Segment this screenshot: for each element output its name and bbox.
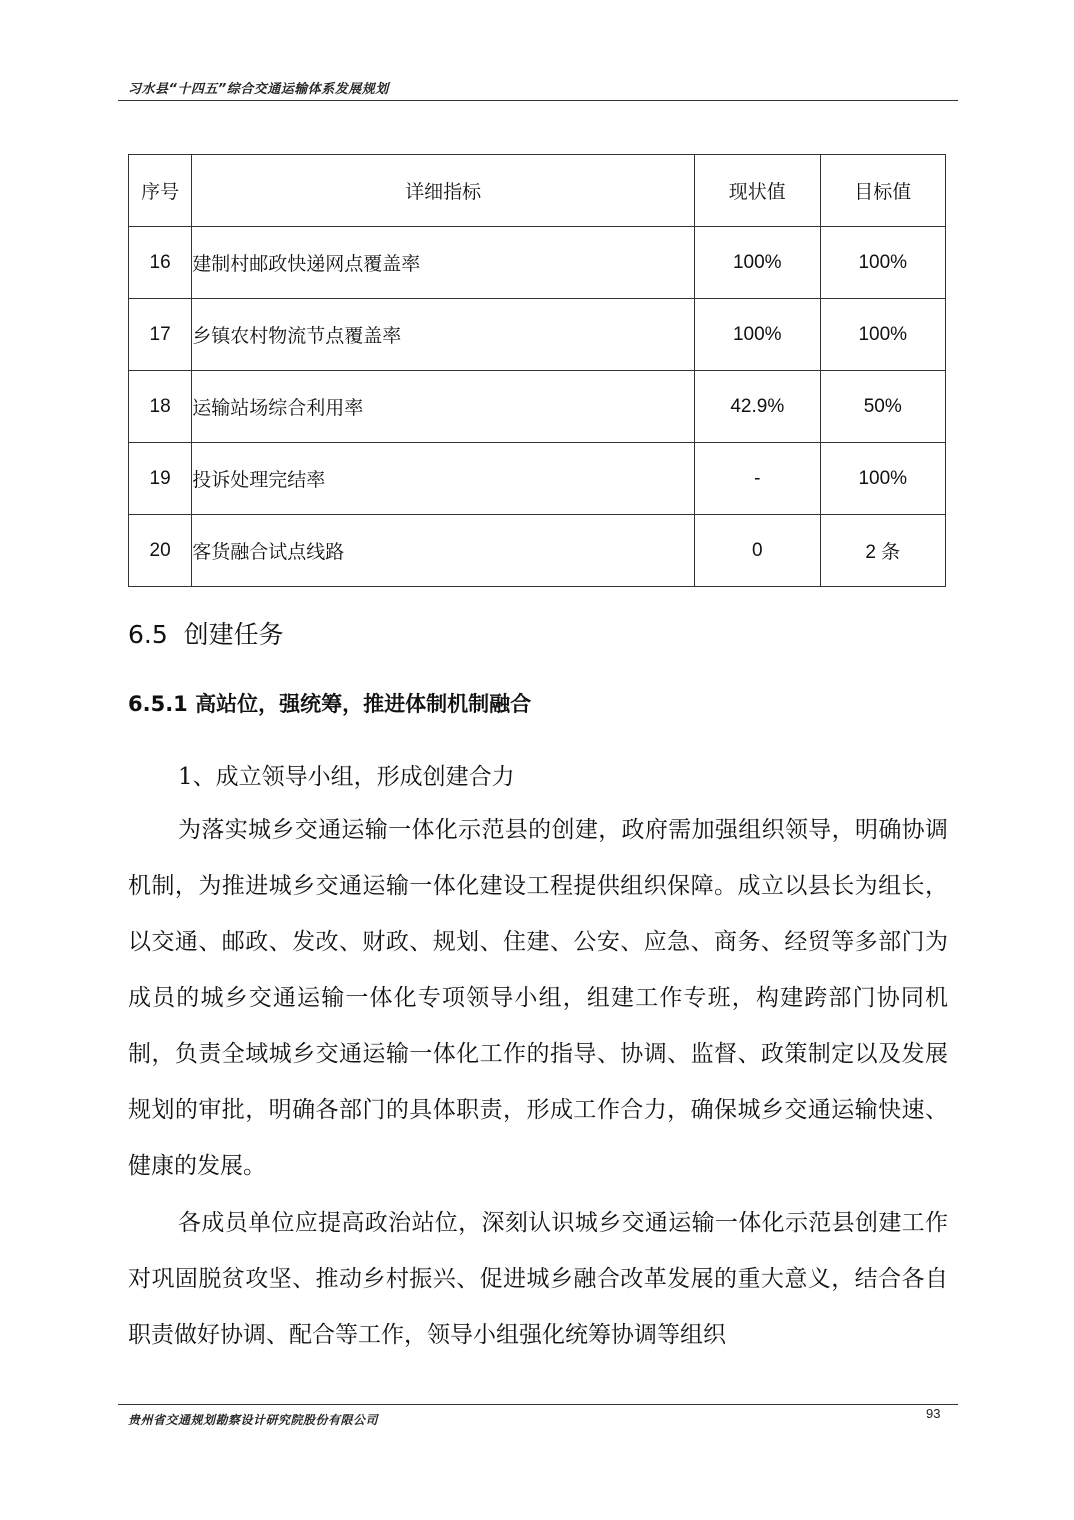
row-target-value: 100% [820,227,945,299]
row-current-value: 100% [695,227,820,299]
column-header-detail: 详细指标 [192,155,695,227]
row-current-value: 0 [695,515,820,587]
row-current-value: 100% [695,299,820,371]
row-number: 18 [129,371,192,443]
running-header: 习水县“十四五”综合交通运输体系发展规划 [128,82,389,97]
indicator-table [128,154,946,587]
footer-company: 贵州省交通规划勘察设计研究院股份有限公司 [128,1413,379,1427]
row-target-value: 2 条 [820,515,945,587]
row-detail: 投诉处理完结率 [192,443,695,515]
subsection-title: 6.5.1 高站位，强统筹，推进体制机制融合 [128,692,532,716]
row-detail: 建制村邮政快递网点覆盖率 [192,227,695,299]
row-current-value: - [695,443,820,515]
row-number: 20 [129,515,192,587]
column-header-no: 序号 [129,155,192,227]
table-row [129,371,946,443]
table-header-row [129,155,946,227]
column-header-target: 目标值 [820,155,945,227]
body-paragraph: 各成员单位应提高政治站位，深刻认识城乡交通运输一体化示范县创建工作对巩固脱贫攻坚、推动乡村振兴、促进城乡融合改革发展的重大意义，结合各自职责做好协调、配合等工作，领导小组强化统筹协调等组织 [128,1210,948,1348]
row-target-value: 50% [820,371,945,443]
row-number: 19 [129,443,192,515]
column-header-current: 现状值 [695,155,820,227]
header-rule [118,100,958,101]
row-target-value: 100% [820,299,945,371]
row-detail: 运输站场综合利用率 [192,371,695,443]
body-paragraph: 为落实城乡交通运输一体化示范县的创建，政府需加强组织领导，明确协调机制，为推进城乡交通运输一体化建设工程提供组织保障。成立以县长为组长，以交通、邮政、发改、财政、规划、住建、公安、应急、商务、经贸等多部门为成员的城乡交通运输一体化专项领导小组，组建工作专班，构建跨部门协同机制，负责全域城乡交通运输一体化工作的指导、协调、监督、政策制定以及发展规划的审批，明确各部门的具体职责，形成工作合力，确保城乡交通运输快速、健康的发展。 [128,817,948,1179]
footer-rule [118,1404,958,1405]
item-heading: 1、成立领导小组，形成创建合力 [178,764,515,790]
table-row [129,443,946,515]
row-number: 17 [129,299,192,371]
page-number: 93 [926,1406,941,1421]
table-row [129,227,946,299]
section-title: 6.5 创建任务 [128,620,284,649]
row-detail: 乡镇农村物流节点覆盖率 [192,299,695,371]
row-target-value: 100% [820,443,945,515]
table-row [129,515,946,587]
row-current-value: 42.9% [695,371,820,443]
row-number: 16 [129,227,192,299]
row-detail: 客货融合试点线路 [192,515,695,587]
table-row [129,299,946,371]
